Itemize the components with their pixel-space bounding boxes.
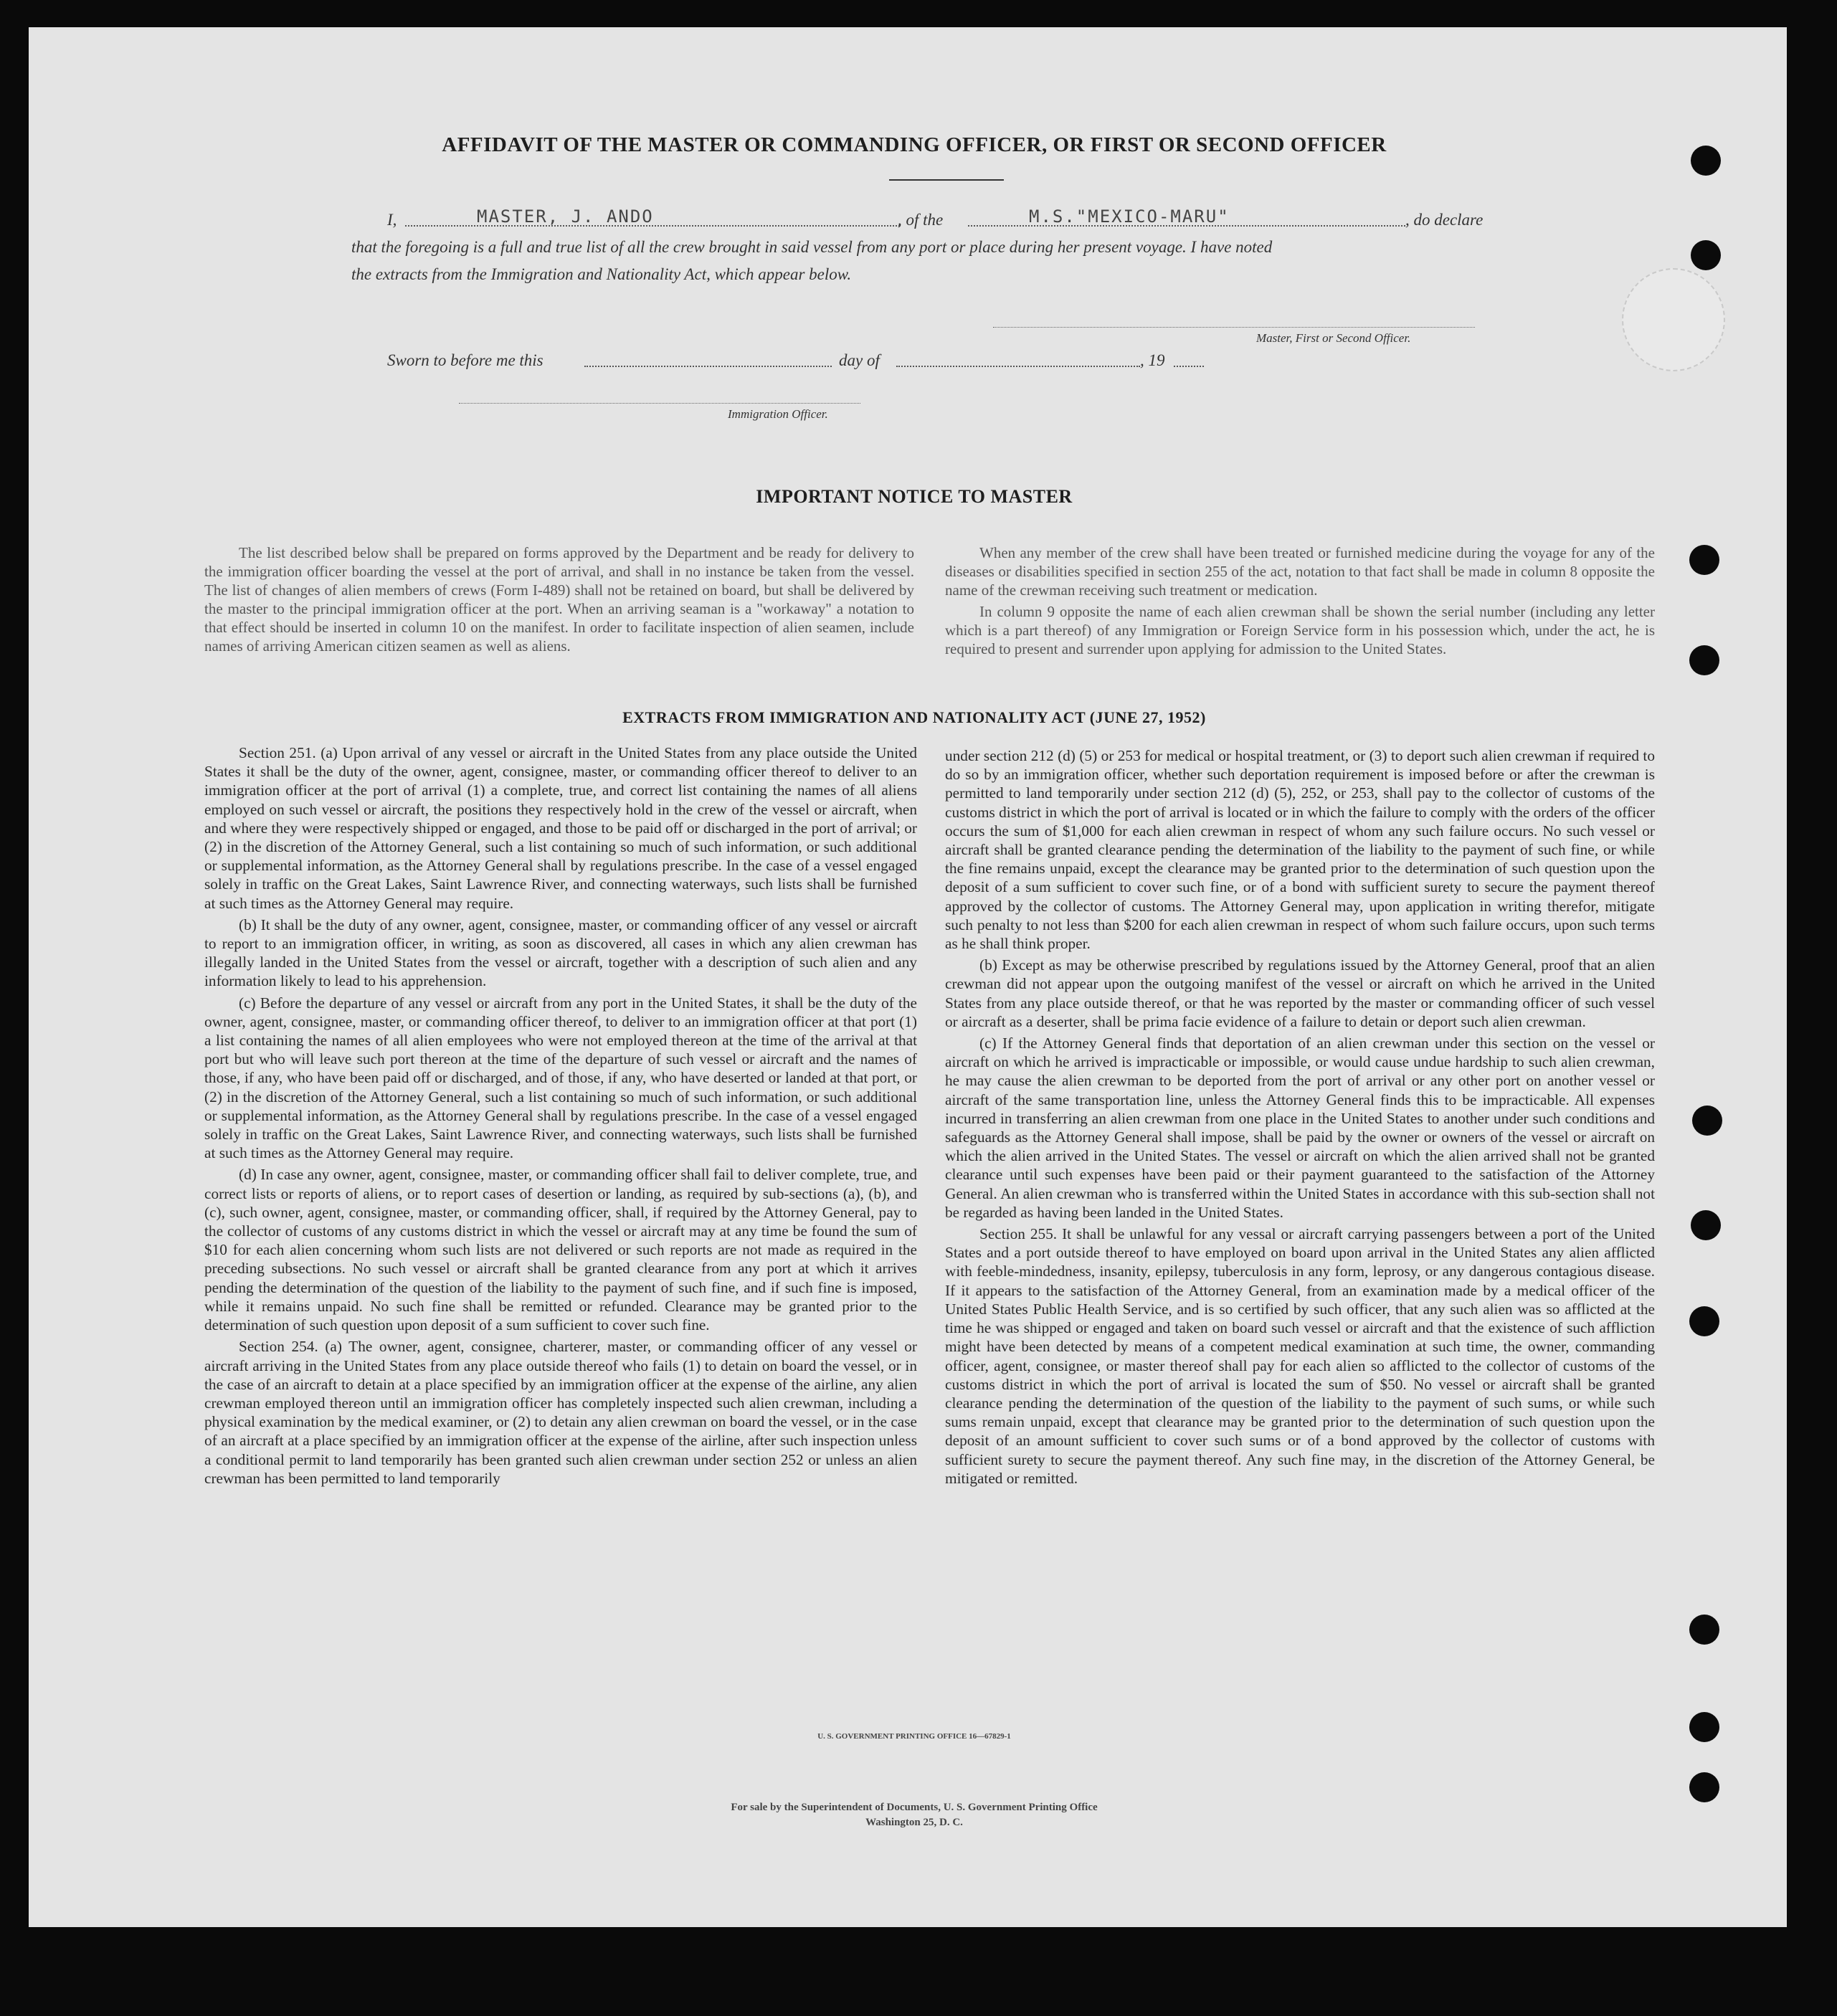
punch-hole [1691, 146, 1721, 176]
immigration-caption: Immigration Officer. [728, 407, 828, 421]
notice-left-paragraph: The list described below shall be prepared on forms approved by the Department and be ready for delivery to the immigration officer boarding the vessel at the port of arrival, and shall in no instance be taken from the vessel. The list of changes of alien members of crews (Form I-489) shall not be retained on board, but shall be delivered by the master to the principal immigration officer at the port. When an arriving seaman is a "workaway" a notation to that effect should be inserted in column 10 on the manifest. In order to facilitate inspection of alien seamen, include names of arriving American citizen seamen as well as aliens. [204, 544, 914, 655]
section-251-b: (b) It shall be the duty of any owner, agent, consignee, master, or commanding officer of any vessel or aircraft to report to an immigration officer, in writing, as soon as discovered, all cases in which any alien crewman has illegally landed in the United States from the vessel or aircraft, together with a description of such alien and any information likely to lead to his apprehension. [204, 916, 917, 990]
sworn-month-line [896, 366, 1140, 367]
notice-right-paragraph-1: When any member of the crew shall have been treated or furnished medicine during the voyage for any of the diseases or disabilities specified in section 255 of the act, notation to that fact shall be made in column 8 opposite the name of the crewman receiving such treatment or medication. [945, 544, 1655, 599]
extracts-left-column [204, 743, 917, 1490]
immigration-signature-line [459, 403, 860, 404]
of-the-label: , of the [898, 211, 944, 229]
section-251-a: Section 251. (a) Upon arrival of any vessel or aircraft in the United States from any place outside the United States it shall be the duty of the owner, agent, consignee, master, or commanding officer thereof to deliver to an immigration officer at the port of arrival (1) a complete, true, and correct list containing the names of all aliens employed on such vessel or aircraft, the positions they respectively hold in the crew of the vessel or aircraft, when and where they were respectively shipped or engaged, and those to be paid off or discharged in the port of arrival; or (2) in the discretion of the Attorney General, such a list containing so much of such information, or such additional or supplemental information, as the Attorney General shall by regulations prescribe. In the case of a vessel engaged solely in traffic on the Great Lakes, Saint Lawrence River, and connecting waterways, such lists shall be furnished at such times as the Attorney General may require. [204, 744, 917, 912]
declaration-line-2: that the foregoing is a full and true list of all the crew brought in said vessel from any port or place during her present voyage. I have noted [351, 238, 1273, 256]
officer-caption: Master, First or Second Officer. [1256, 331, 1411, 345]
notice-left-column [204, 543, 914, 658]
punch-hole [1692, 1106, 1722, 1136]
punch-hole [1689, 1615, 1719, 1645]
punch-hole [1691, 240, 1721, 270]
section-254-a: Section 254. (a) The owner, agent, consignee, charterer, master, or commanding officer of any vessel or aircraft arriving in the United States from any place outside thereof who fails (1) to detain on board the vessel, or in the case of an aircraft to detain at a place specified by an immigration officer at the expense of the airline, any alien crewman employed thereon until an immigration officer has completely inspected such alien crewman, including a physical examination by the medical examiner, or (2) to detain any alien crewman on board the vessel, or in the case of an aircraft at a place specified by an immigration officer at the expense of the airline, after such inspection unless a conditional permit to land temporarily has been granted such alien crewman under section 252 or unless an alien crewman has been permitted to land temporarily [204, 1338, 917, 1487]
do-declare-label: , do declare [1405, 211, 1484, 229]
section-251-d: (d) In case any owner, agent, consignee, master, or commanding officer shall fail to deliver complete, true, and correct lists or reports of aliens, or to report cases of desertion or landing, as required by sub-sections (a), (b), and (c), such owner, agent, consignee, master, or commanding officer, shall, if required by the Attorney General, pay to the collector of customs of any customs district in which the vessel or aircraft may at any time be found the sum of $10 for each alien concerning whom such lists are not delivered or such reports are not made as required in the preceding subsections. No such vessel or aircraft shall be granted clearance from any port at which it arrives pending the determination of the question of the liability to the payment of such fine, and if such fine is imposed, while it remains unpaid. No such fine shall be remitted or refunded. Clearance may be granted prior to the determination of such question upon deposit of a sum sufficient to cover such fine. [204, 1166, 917, 1334]
notice-right-paragraph-2: In column 9 opposite the name of each alien crewman shall be shown the serial number (including any letter which is a part thereof) of any Immigration or Foreign Service form in his possession which, under the act, he is required to present and surrender upon applying for admission to the United States. [945, 603, 1655, 657]
section-254-b: (b) Except as may be otherwise prescribed by regulations issued by the Attorney General, proof that an alien crewman did not appear upon the outgoing manifest of the vessel or aircraft on which he arrived in the United States from any place outside thereof, or that he was reported by the master or commanding officer of such vessel or aircraft as a deserter, shall be prima facie evidence of a failure to detain or deport such alien crewman. [945, 956, 1655, 1030]
document-page [29, 27, 1787, 1927]
extracts-title: EXTRACTS FROM IMMIGRATION AND NATIONALITY ACT (JUNE 27, 1952) [622, 708, 1206, 726]
section-254-a-continued: under section 212 (d) (5) or 253 for medical or hospital treatment, or (3) to deport such alien crewman if required to do so by an immigration officer, whether such deportation requirement is imposed before or after the crewman is permitted to land temporarily under section 212 (d) (5), 252, or 253, shall pay to the collector of customs of the customs district in which the port of arrival is located or in which the failure to comply with the orders of the officer occurs the sum of $1,000 for each alien crewman in respect of whom any such failure occurs. No such vessel or aircraft shall be granted clearance pending the determination of the liability to the payment of such fine, or while the fine remains unpaid, except the clearance may be granted prior to the determination of such question upon the deposit of a sum sufficient to cover such fine, or of a bond with sufficient surety to secure the payment thereof approved by the collector of customs. The Attorney General may, upon application in writing therefor, mitigate such penalty to not less than $200 for each alien crewman in respect of whom such failure occurs, upon such terms as he shall think proper. [945, 747, 1655, 953]
sale-line-1: For sale by the Superintendent of Documents, U. S. Government Printing Office [731, 1802, 1098, 1813]
affidavit-title: AFFIDAVIT OF THE MASTER OR COMMANDING OFFICER, OR FIRST OR SECOND OFFICER [442, 133, 1387, 156]
receipt-stamp [1622, 268, 1725, 371]
affidavit-i-label: I, [387, 211, 397, 229]
extracts-right-column [945, 746, 1655, 1490]
punch-hole [1689, 1772, 1719, 1802]
punch-hole [1691, 1210, 1721, 1240]
printing-office-line: U. S. GOVERNMENT PRINTING OFFICE 16—67829-1 [817, 1732, 1011, 1741]
section-254-c: (c) If the Attorney General finds that deportation of an alien crewman under this section on the vessel or aircraft on which he arrived is impracticable or impossible, or would cause undue hardship to such alien crewman, he may cause the alien crewman to be deported from the port of arrival or any other port on another vessel or aircraft of the same transportation line, unless the Attorney General finds this to be impracticable. All expenses incurred in transferring an alien crewman from one place in the United States to another under such conditions and safeguards as the Attorney General shall impose, shall be paid by the owner or owners of the vessel or aircraft on which the alien arrived in the United States. The vessel or aircraft on which the alien arrived shall not be granted clearance until such expenses have been paid or their payment guaranteed to the satisfaction of the Attorney General. An alien crewman who is transferred within the United States in accordance with this sub-section shall not be regarded as having been landed in the United States. [945, 1035, 1655, 1221]
punch-hole [1689, 1712, 1719, 1742]
sworn-day-line [584, 366, 832, 367]
punch-hole [1689, 645, 1719, 675]
sworn-label: Sworn to before me this [387, 351, 543, 369]
section-255: Section 255. It shall be unlawful for any vessal or aircraft carrying passengers between a port of the United States and a port outside thereof to have employed on board upon arrival in the United States any alien afflicted with feeble-mindedness, insanity, epilepsy, tuberculosis in any form, leprosy, or any dangerous contagious disease. If it appears to the satisfaction of the Attorney General, from an examination made by a medical officer of the United States Public Health Service, and is so certified by such officer, that any such alien was so afflicted at the time he was shipped or engaged and taken on board such vessel or aircraft and that the existence of such affliction might have been detected by means of a competent medical examination at such time, the owner, commanding officer, agent, consignee, or master thereof shall pay for each alien so afflicted to the collector of customs of the customs district in which the port of arrival is located the sum of $50. No vessel or aircraft shall be granted clearance pending the determination of the question of the liability to the payment of such sums, or while such sums remain unpaid, except that clearance may be granted prior to the determination of such question upon the deposit of an amount sufficient to cover such sums or of a bond approved by the collector of customs with sufficient surety to secure the payment thereof. Any such fine may, in the discretion of the Attorney General, be mitigated or remitted. [945, 1225, 1655, 1487]
section-251-c: (c) Before the departure of any vessel or aircraft from any port in the United States, it shall be the duty of the owner, agent, consignee, master, or commanding officer thereof, to deliver to an immigration officer at that port (1) a list containing the names of all alien employees who were not employed thereon at the time of the arrival at that port but who will leave such port thereon at the time of the departure of such vessel or aircraft and the names of those, if any, who have been paid off or discharged, and of those, if any, who have deserted or landed at that port, or (2) in the discretion of the Attorney General, such a list containing so much of such information, or such additional or supplemental information, as the Attorney General shall by regulations prescribe. In the case of a vessel engaged solely in traffic on the Great Lakes, Saint Lawrence River, and connecting waterways, such lists shall be furnished at such times as the Attorney General may require. [204, 994, 917, 1162]
vessel-name-value: M.S."MEXICO-MARU" [1029, 206, 1230, 227]
day-of-label: day of [839, 351, 880, 369]
officer-signature-line [993, 327, 1475, 328]
title-divider [889, 179, 1004, 181]
notice-title: IMPORTANT NOTICE TO MASTER [756, 486, 1073, 507]
declaration-line-3: the extracts from the Immigration and Nationality Act, which appear below. [351, 265, 852, 283]
year-label: , 19 [1140, 351, 1165, 369]
master-name-value: MASTER, J. ANDO [477, 206, 654, 227]
notice-right-column [945, 543, 1655, 661]
punch-hole [1689, 1306, 1719, 1336]
sworn-year-line [1174, 366, 1204, 367]
punch-hole [1689, 545, 1719, 575]
sale-line-2: Washington 25, D. C. [865, 1817, 963, 1828]
